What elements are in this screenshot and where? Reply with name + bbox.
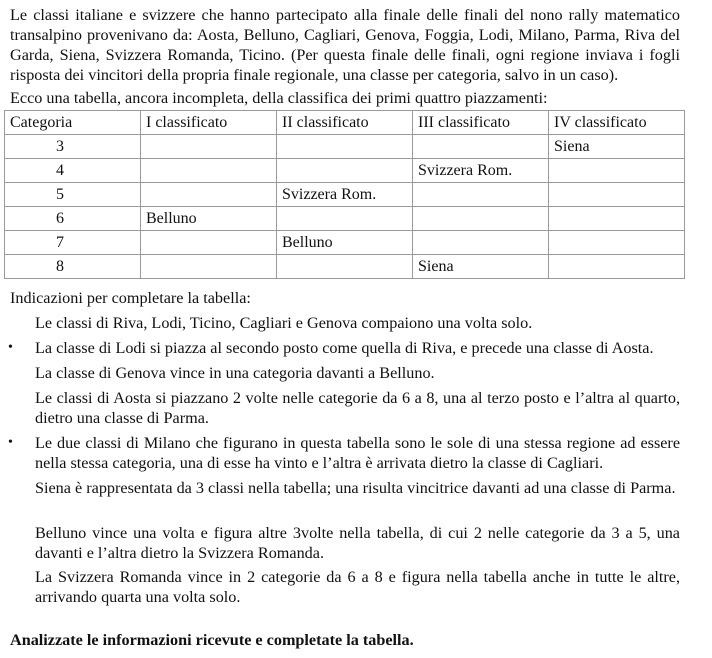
second-place-cell <box>277 135 413 159</box>
fourth-place-cell <box>549 159 685 183</box>
table-row <box>5 255 685 279</box>
hint-item: Siena è rappresentata da 3 classi nella tabella; una risulta vincitrice davanti ad una classe di Parma. <box>35 479 676 497</box>
first-place-cell <box>141 255 277 279</box>
table-row <box>5 207 685 231</box>
third-place-cell <box>413 231 549 255</box>
category-cell: 6 <box>5 207 141 231</box>
header-fourth-place: IV classificato <box>549 111 685 135</box>
first-place-cell <box>141 183 277 207</box>
hints-title: Indicazioni per completare la tabella: <box>10 289 251 307</box>
bullet-icon: • <box>8 340 13 355</box>
category-cell: 8 <box>5 255 141 279</box>
second-place-cell <box>277 159 413 183</box>
second-place-cell: Svizzera Rom. <box>277 183 413 207</box>
table-row <box>5 183 685 207</box>
table-row <box>5 135 685 159</box>
table-row <box>5 159 685 183</box>
header-first-place: I classificato <box>141 111 277 135</box>
fourth-place-cell <box>549 183 685 207</box>
third-place-cell: Siena <box>413 255 549 279</box>
table-row <box>5 231 685 255</box>
third-place-cell <box>413 135 549 159</box>
fourth-place-cell <box>549 231 685 255</box>
table-intro-text: Ecco una tabella, ancora incompleta, della classifica dei primi quattro piazzamenti: <box>10 89 548 107</box>
hint-item: Le due classi di Milano che figurano in questa tabella sono le sole di una stessa regione ad essere nella stessa categoria, una di esse ha vinto e l’altra è arrivata dietro la classe di Cagliari. <box>35 434 680 472</box>
third-place-cell <box>413 183 549 207</box>
hint-item: Le classi di Aosta si piazzano 2 volte nelle categorie da 6 a 8, una al terzo posto e l’altra al quarto, dietro una classe di Parma. <box>35 389 680 427</box>
category-cell: 3 <box>5 135 141 159</box>
category-cell: 5 <box>5 183 141 207</box>
second-place-cell <box>277 207 413 231</box>
fourth-place-cell <box>549 255 685 279</box>
first-place-cell <box>141 135 277 159</box>
second-place-cell: Belluno <box>277 231 413 255</box>
hint-item: La classe di Lodi si piazza al secondo posto come quella di Riva, e precede una classe di Aosta. <box>35 339 654 357</box>
header-third-place: III classificato <box>413 111 549 135</box>
first-place-cell: Belluno <box>141 207 277 231</box>
hint-item: Belluno vince una volta e figura altre 3volte nella tabella, di cui 2 nelle categorie da 3 a 5, una davanti e l’altra dietro la Svizzera Romanda. <box>35 524 680 562</box>
first-place-cell <box>141 159 277 183</box>
third-place-cell: Svizzera Rom. <box>413 159 549 183</box>
fourth-place-cell <box>549 207 685 231</box>
fourth-place-cell: Siena <box>549 135 685 159</box>
first-place-cell <box>141 231 277 255</box>
second-place-cell <box>277 255 413 279</box>
hint-item: La Svizzera Romanda vince in 2 categorie da 6 a 8 e figura nella tabella anche in tutte le altre, arrivando quarta una volta solo. <box>35 568 680 606</box>
category-cell: 4 <box>5 159 141 183</box>
header-categoria: Categoria <box>5 111 141 135</box>
intro-paragraph: Le classi italiane e svizzere che hanno partecipato alla finale delle finali del nono rally matematico transalpino provenivano da: Aosta, Belluno, Cagliari, Genova, Foggia, Lodi, Milano, Parma, Riva del Garda, Siena, Svizzera Romanda, Ticino. (Per questa finale delle finali, ogni regione inviava i fogli risposta dei vincitori della propria finale regionale, una classe per categoria, salvo in un caso). <box>10 6 680 84</box>
category-cell: 7 <box>5 231 141 255</box>
hint-item: Le classi di Riva, Lodi, Ticino, Cagliari e Genova compaiono una volta solo. <box>35 314 533 332</box>
hint-item: La classe di Genova vince in una categoria davanti a Belluno. <box>35 364 435 382</box>
bullet-icon: • <box>8 435 13 450</box>
final-instruction: Analizzate le informazioni ricevute e completate la tabella. <box>10 631 414 649</box>
third-place-cell <box>413 207 549 231</box>
ranking-table <box>4 110 685 279</box>
table-header-row <box>5 111 685 135</box>
header-second-place: II classificato <box>277 111 413 135</box>
